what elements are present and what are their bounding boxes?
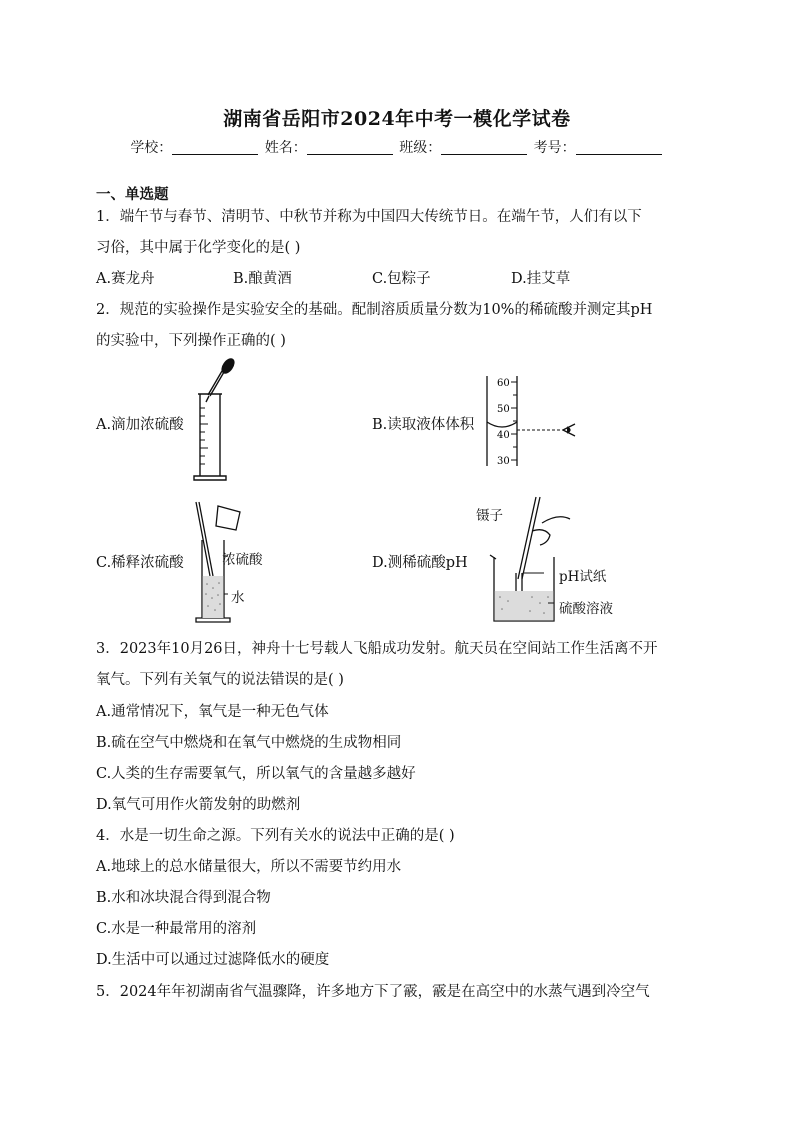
q3-option-b[interactable]: B.硫在空气中燃烧和在氧气中燃烧的生成物相同 — [96, 735, 402, 751]
q3-stem-line1: 3．2023年10月26日，神舟十七号载人飞船成功发射。航天员在空间站工作生活离不开 — [96, 641, 658, 657]
q5-stem-line1: 5．2024年年初湖南省气温骤降，许多地方下了霰，霰是在高空中的水蒸气遇到冷空气 — [96, 984, 650, 1000]
school-label: 学校： — [130, 140, 173, 156]
eye-icon — [563, 424, 575, 436]
tick-label-30: 30 — [497, 456, 510, 467]
q1-option-b[interactable]: B.酿黄酒 — [233, 271, 292, 287]
figure-b-volume-reading — [483, 372, 583, 468]
q4-option-b[interactable]: B.水和冰块混合得到混合物 — [96, 890, 271, 906]
label-tweezers: 镊子 — [476, 508, 503, 524]
q2-stem-line2: 的实验中，下列操作正确的( ) — [96, 333, 286, 349]
q1-stem-line2: 习俗，其中属于化学变化的是( ) — [96, 240, 301, 256]
q1-option-a[interactable]: A.赛龙舟 — [96, 271, 155, 287]
section-title: 一、单选题 — [96, 186, 169, 203]
label-ph-paper: pH试纸 — [559, 569, 607, 585]
q4-option-d[interactable]: D.生活中可以通过过滤降低水的硬度 — [96, 952, 330, 968]
q2-option-a[interactable]: A.滴加浓硫酸 — [96, 417, 184, 433]
q1-option-d[interactable]: D.挂艾草 — [511, 271, 571, 287]
label-concentrated-acid: 浓硫酸 — [222, 552, 263, 568]
q3-option-d[interactable]: D.氧气可用作火箭发射的助燃剂 — [96, 797, 301, 813]
q2-option-b[interactable]: B.读取液体体积 — [372, 417, 475, 433]
q2-option-d[interactable]: D.测稀硫酸pH — [372, 555, 468, 571]
class-blank[interactable] — [441, 140, 527, 155]
page-title: 湖南省岳阳市2024年中考一模化学试卷 — [223, 108, 571, 130]
number-label: 考号： — [533, 140, 576, 156]
q1-option-c[interactable]: C.包粽子 — [372, 271, 431, 287]
name-label: 姓名： — [264, 140, 307, 156]
school-blank[interactable] — [172, 140, 258, 155]
q3-stem-line2: 氧气。下列有关氧气的说法错误的是( ) — [96, 672, 344, 688]
label-water: 水 — [231, 590, 245, 606]
label-acid-solution: 硫酸溶液 — [559, 601, 613, 617]
q3-option-c[interactable]: C.人类的生存需要氧气，所以氧气的含量越多越好 — [96, 766, 416, 782]
q1-stem-line1: 1．端午节与春节、清明节、中秋节并称为中国四大传统节日。在端午节，人们有以下 — [96, 209, 642, 225]
student-info-line — [0, 137, 794, 157]
name-blank[interactable] — [307, 140, 393, 155]
q3-option-a[interactable]: A.通常情况下，氧气是一种无色气体 — [96, 704, 329, 720]
tick-label-50: 50 — [497, 404, 510, 415]
tick-label-60: 60 — [497, 378, 510, 389]
figure-a-dropper-cylinder — [186, 356, 238, 484]
class-label: 班级： — [399, 140, 442, 156]
number-blank[interactable] — [576, 140, 662, 155]
q2-stem-line1: 2．规范的实验操作是实验安全的基础。配制溶质质量分数为10%的稀硫酸并测定其pH — [96, 302, 653, 318]
q4-stem-line1: 4．水是一切生命之源。下列有关水的说法中正确的是( ) — [96, 828, 455, 844]
tick-label-40: 40 — [497, 430, 510, 441]
q4-option-c[interactable]: C.水是一种最常用的溶剂 — [96, 921, 257, 937]
q4-option-a[interactable]: A.地球上的总水储量很大，所以不需要节约用水 — [96, 859, 402, 875]
q2-option-c[interactable]: C.稀释浓硫酸 — [96, 555, 184, 571]
